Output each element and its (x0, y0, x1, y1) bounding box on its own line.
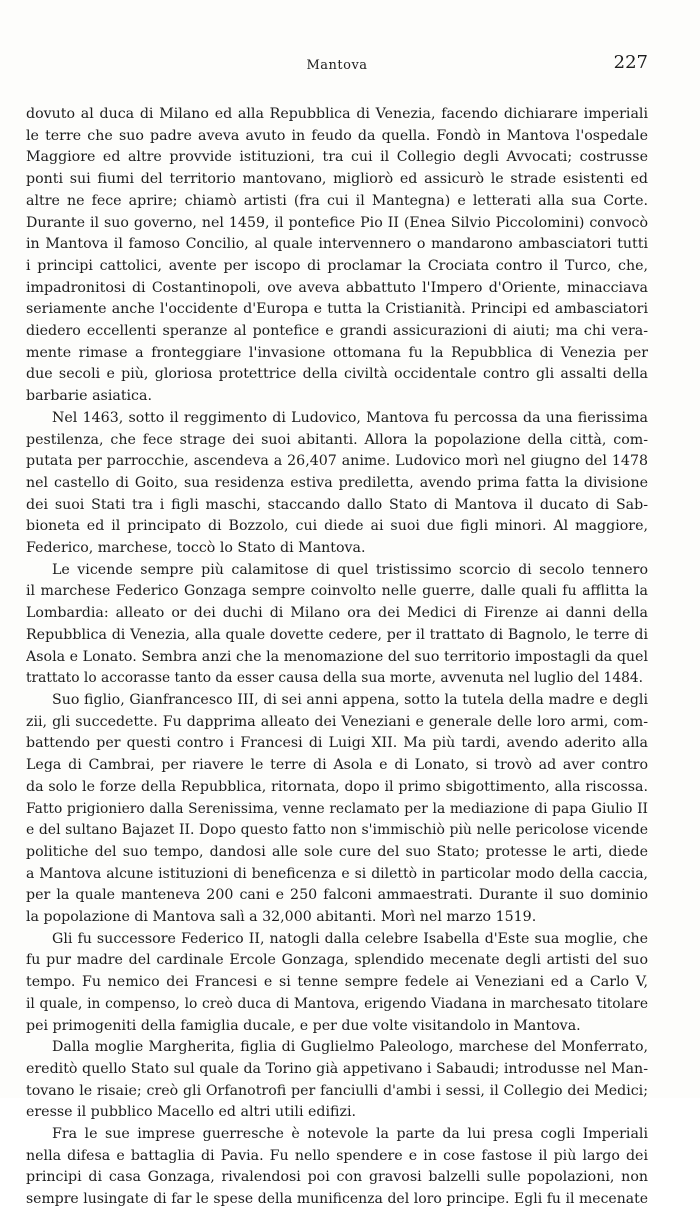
text-line: battendo per questi contro i Francesi di Luigi XII. Ma più tardi, avendo aderito alla (26, 735, 648, 752)
text-line: Durante il suo governo, nel 1459, il pontefice Pio II (Enea Silvio Piccolomini) convocò (26, 214, 648, 231)
text-line: a Mantova alcune istituzioni di beneficenza e si dilettò in particolar modo della caccia, (26, 865, 648, 882)
text-line: Suo figlio, Gianfrancesco III, di sei anni appena, sotto la tutela della madre e degli (52, 691, 648, 708)
text-line: Maggiore ed altre provvide istituzioni, tra cui il Collegio degli Avvocati; costrusse (26, 149, 648, 166)
paragraph (26, 1037, 648, 1124)
text-line: Fra le sue imprese guerresche è notevole la parte da lui presa cogli Imperiali (52, 1126, 648, 1143)
paragraph (26, 690, 648, 929)
text-line: e del sultano Bajazet II. Dopo questo fatto non s'immischiò più nelle pericolose vicende (26, 822, 648, 839)
text-line: nella difesa e battaglia di Pavia. Fu nello spendere e in cose fastose il più largo dei (26, 1147, 648, 1164)
text-line: impadronitosi di Costantinopoli, ove aveva abbattuto l'Impero d'Oriente, minacciava (26, 279, 648, 296)
text-line: per la quale manteneva 200 cani e 250 falconi ammaestrati. Durante il suo dominio (26, 887, 648, 904)
text-line: ponti sui fiumi del territorio mantovano, migliorò ed assicurò le strade esistenti ed (26, 171, 648, 188)
text-line: il quale, in compenso, lo creò duca di Mantova, erigendo Viadana in marchesato titolare (26, 995, 648, 1012)
text-line: diedero eccellenti speranze al pontefice e grandi assicurazioni di aiuti; ma chi vera- (26, 323, 648, 340)
text-line: sempre lusingate di far le spese della munificenza del loro principe. Egli fu il mecenate (26, 1191, 648, 1208)
text-line: due secoli e più, gloriosa protettrice della civiltà occidentale contro gli assalti della (26, 366, 648, 383)
text-line: i principi cattolici, avente per iscopo di proclamar la Crociata contro il Turco, che, (26, 257, 648, 274)
text-line: Dalla moglie Margherita, figlia di Guglielmo Paleologo, marchese del Monferrato, (52, 1039, 648, 1056)
text-line: mente rimase a fronteggiare l'invasione ottomana fu la Repubblica di Venezia per (26, 344, 648, 361)
paragraph (26, 104, 648, 408)
text-line: ereditò quello Stato sul quale da Torino già appetivano i Sabaudi; introdusse nel Man- (26, 1060, 648, 1077)
text-line: principi di casa Gonzaga, rivalendosi poi con gravosi balzelli sulle popolazioni, non (26, 1169, 648, 1186)
text-line: il marchese Federico Gonzaga sempre coinvolto nelle guerre, dalle quali fu afflitta la (26, 583, 648, 600)
text-line: Lombardia: alleato or dei duchi di Milano ora dei Medici di Firenze ai danni della (26, 605, 648, 622)
text-line: Repubblica di Venezia, alla quale dovette cedere, per il trattato di Bagnolo, le terre di (26, 626, 648, 643)
text-line: Gli fu successore Federico II, natogli dalla celebre Isabella d'Este sua moglie, che (52, 930, 648, 947)
page-number: 227 (613, 52, 648, 73)
text-line: dei suoi Stati tra i figli maschi, staccando dallo Stato di Mantova il ducato di Sab- (26, 496, 648, 513)
text-line: eresse il pubblico Macello ed altri utili edifizi. (26, 1104, 357, 1121)
running-head (26, 52, 648, 76)
text-line: Asola e Lonato. Sembra anzi che la menomazione del suo territorio impostagli da quel (26, 648, 648, 665)
text-line: putata per parrocchie, ascendeva a 26,407 anime. Ludovico morì nel giugno del 1478 (26, 453, 648, 470)
text-line: le terre che suo padre aveva avuto in feudo da quella. Fondò in Mantova l'ospedale (26, 127, 648, 144)
body-text (26, 104, 648, 1211)
paragraph (26, 408, 648, 560)
text-line: tempo. Fu nemico dei Francesi e si tenne sempre fedele ai Veneziani ed a Carlo V, (26, 974, 648, 991)
text-line: barbarie asiatica. (26, 388, 152, 405)
text-line: politiche del suo tempo, dandosi alle sole cure del suo Stato; protesse le arti, diede (26, 843, 648, 860)
text-line: trattato lo accorasse tanto da esser causa della sua morte, avvenuta nel luglio del 1484. (26, 670, 644, 687)
text-line: in Mantova il famoso Concilio, al quale intervennero o mandarono ambasciatori tutti (26, 236, 648, 253)
text-line: da solo le forze della Repubblica, ritornata, dopo il primo sbigottimento, alla riscossa. (26, 778, 648, 795)
text-line: fu pur madre del cardinale Ercole Gonzaga, splendido mecenate degli artisti del suo (26, 952, 648, 969)
text-line: Federico, marchese, toccò lo Stato di Mantova. (26, 540, 366, 557)
text-line: pestilenza, che fece strage dei suoi abitanti. Allora la popolazione della città, com- (26, 431, 648, 448)
paragraph (26, 560, 648, 690)
paragraph (26, 929, 648, 1038)
text-line: nel castello di Goito, sua residenza estiva prediletta, avendo prima fatta la divisione (26, 474, 648, 491)
text-line: pei primogeniti della famiglia ducale, e per due volte visitandolo in Mantova. (26, 1017, 581, 1034)
text-line: la popolazione di Mantova salì a 32,000 abitanti. Morì nel marzo 1519. (26, 909, 537, 926)
running-title: Mantova (306, 58, 368, 73)
paragraph (26, 1124, 648, 1211)
text-line: seriamente anche l'occidente d'Europa e tutta la Cristianità. Principi ed ambasciatori (26, 301, 648, 318)
text-line: tovano le risaie; creò gli Orfanotrofi per fanciulli d'ambi i sessi, il Collegio dei Medici; (26, 1082, 648, 1099)
text-line: Le vicende sempre più calamitose di quel tristissimo scorcio di secolo tennero (52, 561, 648, 578)
text-line: zii, gli succedette. Fu dapprima alleato dei Veneziani e generale delle loro armi, com- (26, 713, 648, 730)
text-line: bioneta ed il principato di Bozzolo, cui diede ai suoi due figli minori. Al maggiore, (26, 518, 648, 535)
text-line: dovuto al duca di Milano ed alla Repubblica di Venezia, facendo dichiarare imperiali (26, 106, 648, 122)
text-line: Lega di Cambrai, per riavere le terre di Asola e di Lonato, si trovò ad aver contro (26, 757, 648, 774)
text-line: Nel 1463, sotto il reggimento di Ludovico, Mantova fu percossa da una fierissima (52, 409, 648, 426)
text-line: Fatto prigioniero dalla Serenissima, venne reclamato per la mediazione di papa Giulio II (26, 800, 648, 817)
text-line: altre ne fece aprire; chiamò artisti (fra cui il Mantegna) e letterati alla sua Corte. (26, 192, 648, 209)
